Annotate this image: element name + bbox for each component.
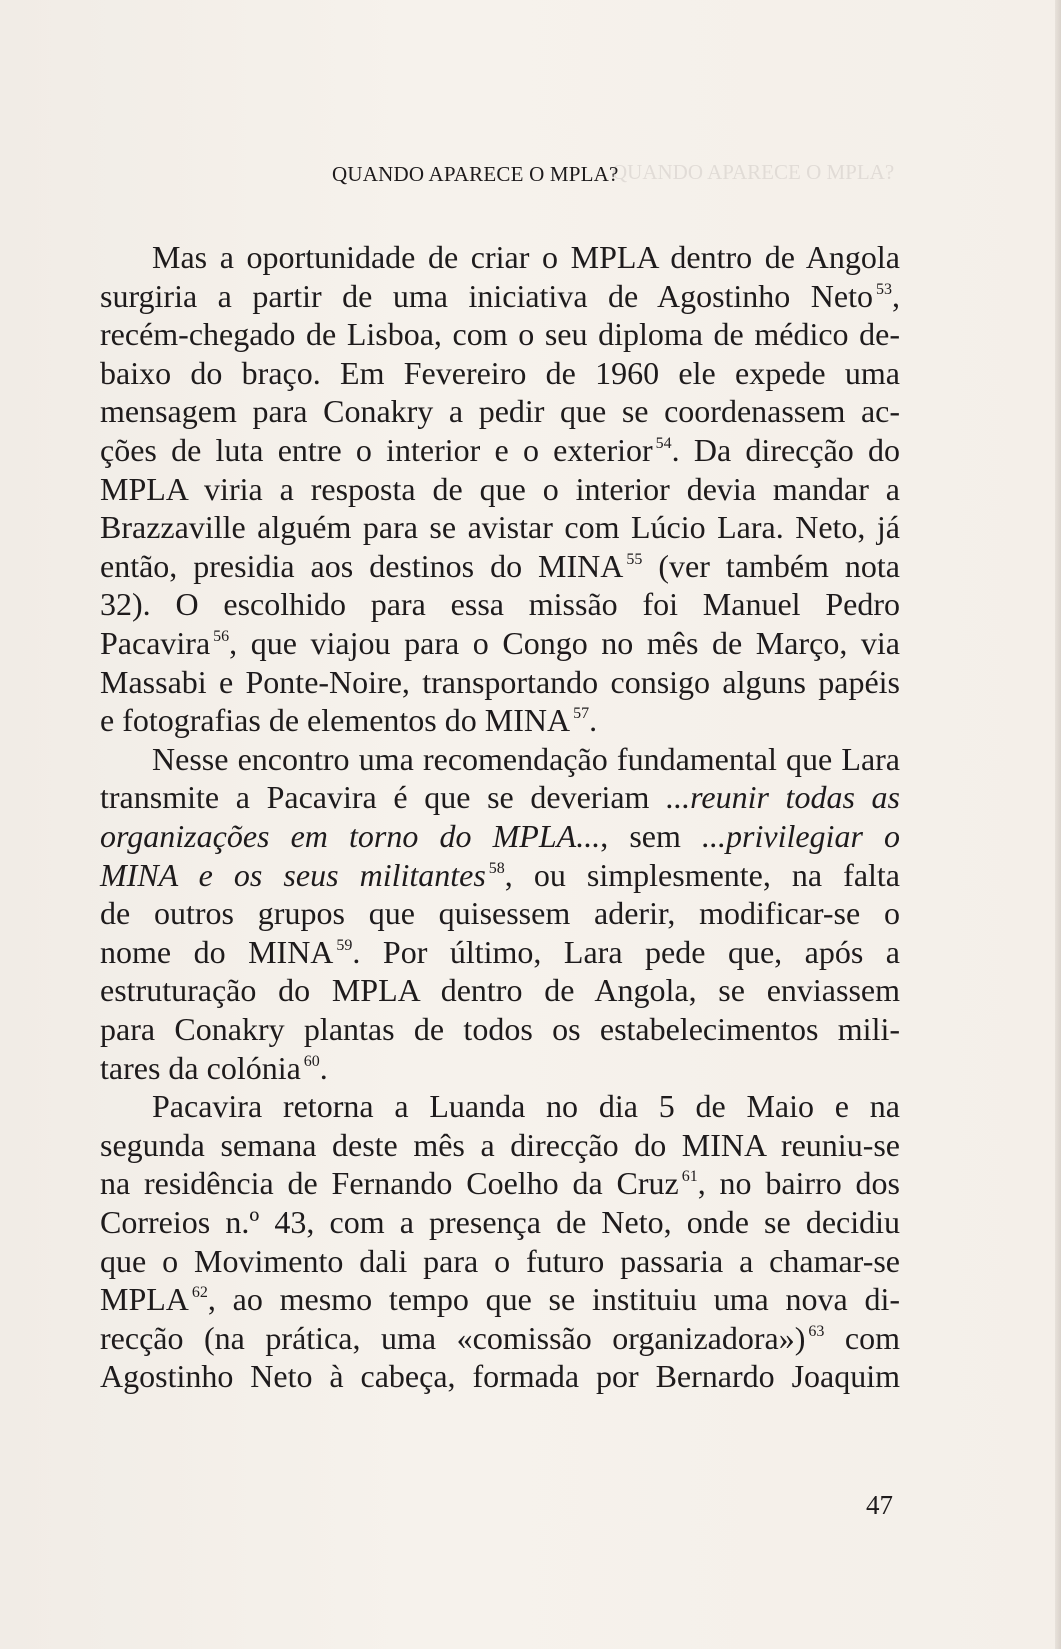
text-run: . Por último, Lara pede que, após a [352, 933, 901, 970]
footnote-marker: 59 [336, 936, 353, 954]
text-run: baixo do braço. Em Fevereiro de 1960 ele expede uma [100, 354, 900, 391]
text-run: , que viajou para o Congo no mês de Março, via [229, 625, 900, 661]
text-run: Correios n.º 43, com a presença de Neto, onde se decidiu [100, 1204, 900, 1240]
text-line [100, 584, 900, 624]
text-run: recém-chegado de Lisboa, com o seu diploma de médico de- [100, 316, 900, 353]
footnote-marker: 55 [626, 550, 643, 568]
text-line [100, 469, 900, 509]
text-line [100, 816, 900, 856]
text-run: , ao mesmo tempo que se instituiu uma nova di- [207, 1281, 900, 1318]
text-line [100, 1048, 900, 1088]
footnote-marker: 60 [303, 1052, 320, 1070]
text-run: de outros grupos que quisessem aderir, modificar-se o [100, 895, 900, 932]
text-run: (ver também nota [642, 547, 901, 584]
text-line [100, 507, 900, 547]
footnote-marker: 57 [573, 705, 590, 723]
text-line [100, 1241, 900, 1281]
text-run: Brazzaville alguém para se avistar com Lúcio Lara. Neto, já [100, 509, 900, 546]
text-run: 32). O escolhido para essa missão foi Manuel Pedro [100, 586, 900, 623]
text-line [100, 932, 900, 972]
text-run: , ou simplesmente, na falta [504, 856, 900, 893]
text-line [152, 739, 900, 779]
text-line [100, 1163, 900, 1203]
text-line [100, 391, 900, 431]
text-run: . [589, 702, 598, 739]
quoted-text: ...reunir todas as [666, 779, 901, 816]
text-run: Nesse encontro uma recomendação fundamental que Lara [152, 740, 900, 777]
text-line [100, 1279, 900, 1319]
text-run: mensagem para Conakry a pedir que se coordenassem ac- [100, 393, 900, 430]
footnote-marker: 61 [681, 1168, 698, 1186]
text-line [100, 276, 900, 316]
footnote-marker: 56 [213, 628, 230, 645]
text-line [100, 623, 900, 663]
text-run: MPLA [100, 1281, 189, 1318]
text-line [152, 237, 900, 277]
text-run: Pacavira [100, 625, 211, 661]
page-number: 47 [866, 1490, 893, 1520]
text-line [100, 893, 900, 933]
text-run: com [824, 1319, 901, 1356]
text-run: que o Movimento dali para o futuro passaria a chamar-se [100, 1242, 900, 1279]
running-head: QUANDO APARECE O MPLA? [332, 162, 619, 186]
text-line [100, 662, 900, 702]
footnote-marker: 63 [808, 1322, 825, 1340]
text-run: , [892, 277, 900, 314]
text-line [100, 314, 900, 354]
text-run: recção (na prática, uma «comissão organizadora») [100, 1319, 806, 1356]
text-run: nome do MINA [100, 933, 334, 970]
text-run: , no bairro dos [697, 1165, 901, 1202]
text-line [100, 855, 900, 895]
text-line [100, 1318, 900, 1358]
text-run: , sem [600, 818, 703, 854]
text-run: segunda semana deste mês a direcção do MINA reuniu-se [100, 1126, 900, 1163]
quoted-text: organizações em torno do MPLA... [100, 818, 601, 854]
text-run: MPLA viria a resposta de que o interior devia mandar a [100, 470, 900, 507]
quoted-text: ...privilegiar o [702, 818, 901, 854]
text-run: estruturação do MPLA dentro de Angola, se enviassem [100, 972, 900, 1009]
text-line [100, 700, 900, 740]
text-line [100, 1202, 900, 1242]
text-run: tares da colónia [100, 1049, 301, 1086]
text-run: Agostinho Neto à cabeça, formada por Bernardo Joaquim [100, 1358, 900, 1395]
text-run: transmite a Pacavira é que se deveriam [100, 779, 667, 816]
footnote-marker: 53 [876, 280, 892, 298]
text-run: ções de luta entre o interior e o exterior [100, 432, 653, 468]
text-line [100, 777, 900, 817]
footnote-marker: 58 [488, 859, 505, 877]
bleed-through-text: QUANDO APARECE O MPLA? [612, 160, 895, 184]
text-line [100, 353, 900, 393]
text-run: e fotografias de elementos do MINA [100, 702, 571, 739]
text-line [100, 430, 900, 470]
text-line [100, 546, 900, 586]
text-run: surgiria a partir de uma iniciativa de Agostinho Neto [100, 277, 873, 314]
text-line [100, 1009, 900, 1049]
text-line [100, 1125, 900, 1165]
footnote-marker: 62 [191, 1284, 208, 1302]
text-run: Massabi e Ponte-Noire, transportando consigo alguns papéis [100, 663, 900, 700]
text-run: então, presidia aos destinos do MINA [100, 547, 624, 584]
quoted-text: MINA e os seus militantes [100, 856, 486, 893]
text-run: para Conakry plantas de todos os estabelecimentos mili- [100, 1011, 900, 1047]
text-run: Pacavira retorna a Luanda no dia 5 de Maio e na [152, 1088, 900, 1125]
text-run: . [319, 1049, 328, 1086]
text-line [152, 1086, 900, 1126]
text-line [100, 1356, 900, 1396]
text-line [100, 970, 900, 1010]
footnote-marker: 54 [655, 435, 672, 452]
text-run: Mas a oportunidade de criar o MPLA dentro de Angola [152, 239, 900, 275]
text-run: . Da direcção do [671, 432, 901, 468]
text-run: na residência de Fernando Coelho da Cruz [100, 1165, 679, 1202]
